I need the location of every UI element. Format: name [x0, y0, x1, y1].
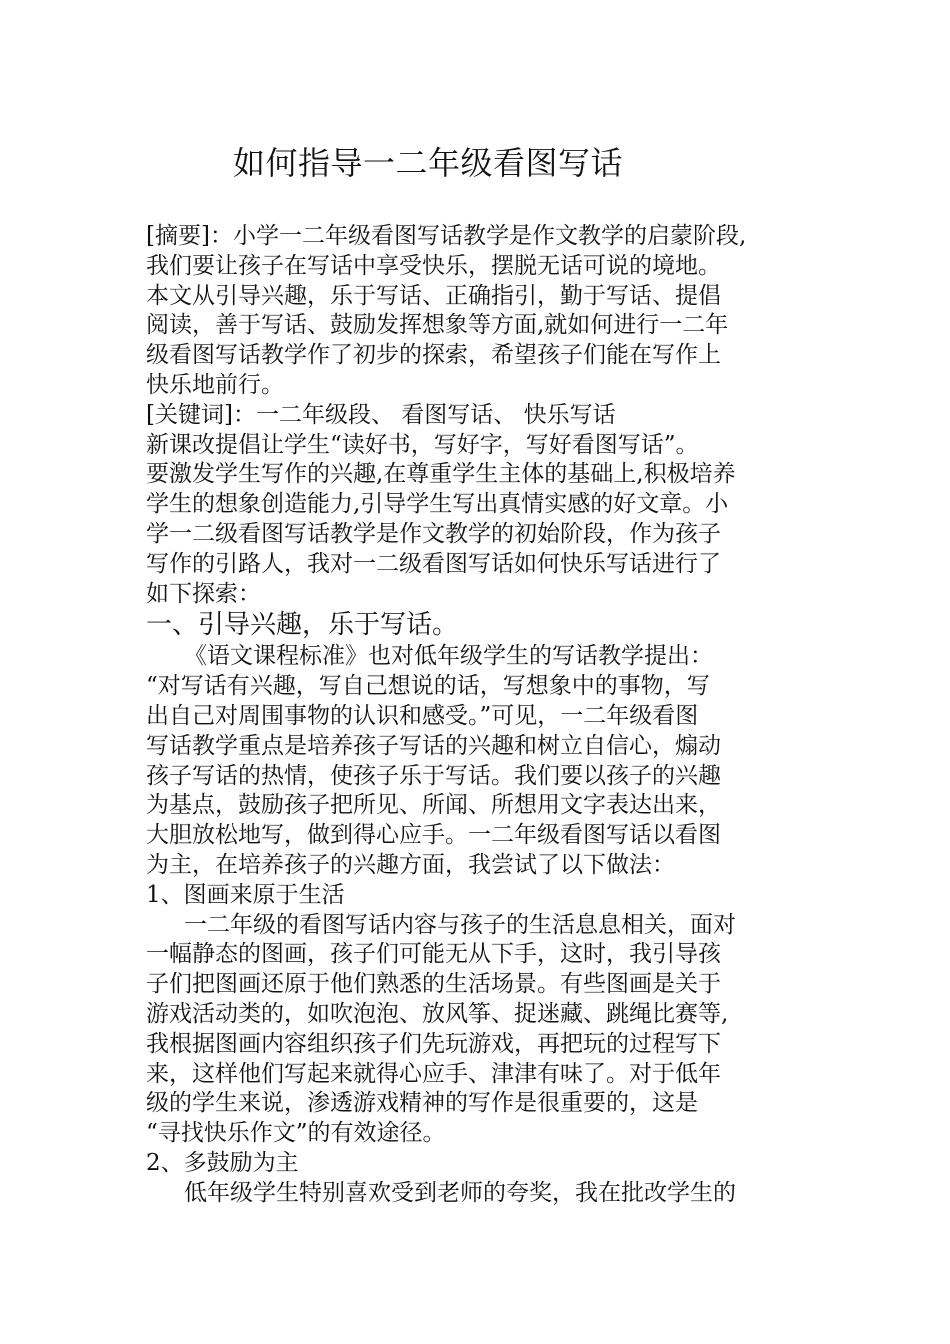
text-line: 级看图写话教学作了初步的探索，希望孩子们能在写作上 — [146, 342, 721, 369]
text-line: 学一二级看图写话教学是作文教学的初始阶段，作为孩子 — [146, 520, 721, 547]
text-line: 快乐地前行。 — [146, 371, 284, 398]
text-line: 2、多鼓励为主 — [146, 1149, 299, 1176]
text-line: 1、图画来原于生活 — [146, 881, 345, 908]
text-line: 低年级学生特别喜欢受到老师的夸奖，我在批改学生的 — [184, 1179, 736, 1206]
text-line: 子们把图画还原于他们熟悉的生活场景。有些图画是关于 — [146, 971, 721, 998]
text-line: 本文从引导兴趣，乐于写话、正确指引，勤于写话、提倡 — [146, 282, 721, 309]
text-line: 新课改提倡让学生“读好书，写好字，写好看图写话”。 — [146, 431, 699, 458]
text-line: 一幅静态的图画，孩子们可能无从下手，这时，我引导孩 — [146, 941, 721, 968]
text-line: 来，这样他们写起来就得心应手、津津有味了。对于低年 — [146, 1060, 721, 1087]
text-line: 大胆放松地写，做到得心应手。一二年级看图写话以看图 — [146, 822, 721, 849]
text-line: 为基点，鼓励孩子把所见、所闻、所想用文字表达出来， — [146, 792, 721, 819]
text-line: 写作的引路人，我对一二级看图写话如何快乐写话进行了 — [146, 550, 721, 577]
text-line: 《语文课程标准》也对低年级学生的写话教学提出： — [184, 643, 713, 670]
text-line: “寻找快乐作文”的有效途径。 — [146, 1120, 446, 1147]
text-line: [关键词]：一二年级段、 看图写话、 快乐写话 — [146, 401, 616, 428]
text-line: 级的学生来说，渗透游戏精神的写作是很重要的，这是 — [146, 1090, 698, 1117]
document-title: 如何指导一二年级看图写话 — [233, 144, 624, 182]
text-line: 游戏活动类的，如吹泡泡、放风筝、捉迷藏、跳绳比赛等, — [146, 1000, 729, 1027]
text-line: 一二年级的看图写话内容与孩子的生活息息相关，面对 — [184, 911, 736, 938]
document-body — [146, 222, 816, 1209]
text-line: “对写话有兴趣，写自己想说的话，写想象中的事物，写 — [146, 673, 710, 700]
section-heading: 一、引导兴趣，乐于写话。 — [146, 610, 459, 641]
text-line: 孩子写话的热情，使孩子乐于写话。我们要以孩子的兴趣 — [146, 762, 721, 789]
text-line: 学生的想象创造能力,引导学生写出真情实感的好文章。小 — [146, 491, 729, 518]
text-line: 出自己对周围事物的认识和感受。”可见，一二年级看图 — [146, 702, 699, 729]
text-line: [摘要]：小学一二年级看图写话教学是作文教学的启蒙阶段, — [146, 223, 747, 249]
text-line: 为主，在培养孩子的兴趣方面，我尝试了以下做法： — [146, 851, 675, 878]
text-line: 我们要让孩子在写话中享受快乐，摆脱无话可说的境地。 — [146, 252, 721, 279]
text-line: 写话教学重点是培养孩子写话的兴趣和树立自信心，煽动 — [146, 732, 721, 759]
text-line: 我根据图画内容组织孩子们先玩游戏，再把玩的过程写下 — [146, 1030, 721, 1057]
text-line: 要激发学生写作的兴趣,在尊重学生主体的基础上,积极培养 — [146, 461, 736, 488]
text-line: 如下探索： — [146, 580, 261, 607]
text-line: 阅读，善于写话、鼓励发挥想象等方面,就如何进行一二年 — [146, 312, 729, 339]
